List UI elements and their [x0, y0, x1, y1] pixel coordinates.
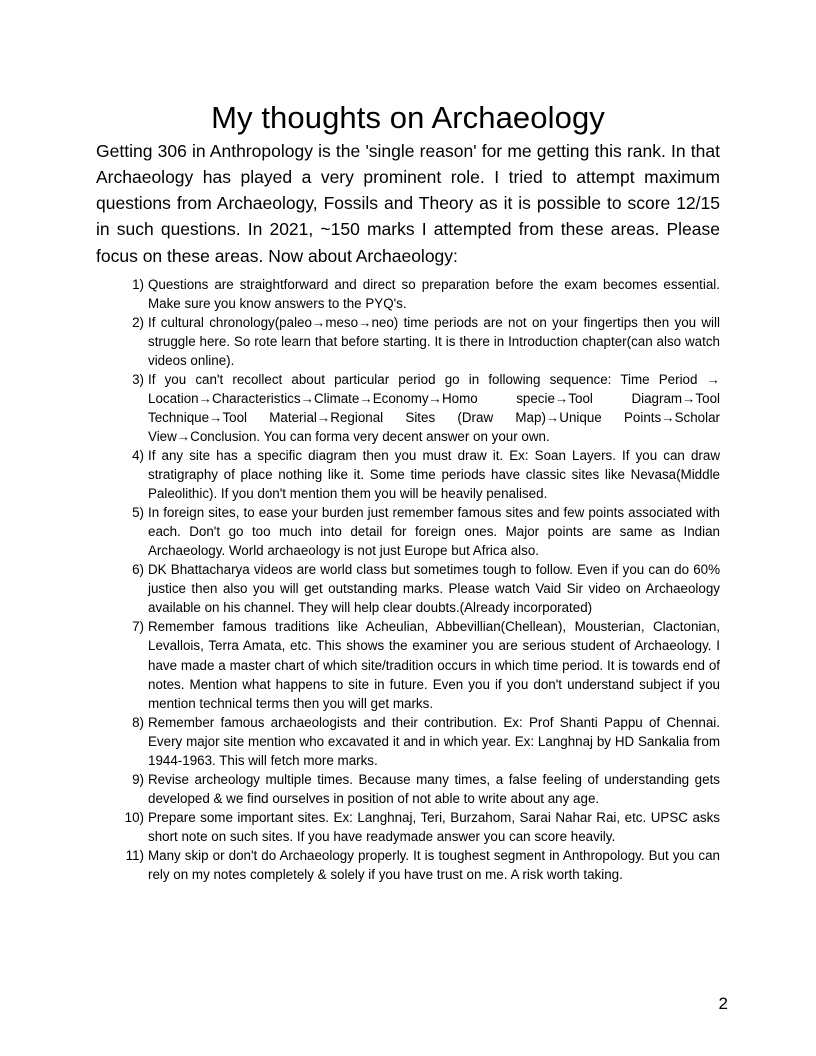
list-item: Many skip or don't do Archaeology properly. It is toughest segment in Anthropology. But you can rely on my notes completely & solely if you have trust on me. A risk worth taking. — [148, 847, 720, 882]
page-number: 2 — [718, 994, 728, 1013]
points-list — [96, 275, 720, 884]
list-item: If any site has a specific diagram then you must draw it. Ex: Soan Layers. If you can draw stratigraphy of place nothing like it. Some time periods have classic sites like Nevasa(Middle Paleolithic). If you don't mention them you will be heavily penalised. — [148, 448, 720, 502]
list-item: Remember famous archaeologists and their contribution. Ex: Prof Shanti Pappu of Chennai. Every major site mention who excavated it and in which year. Ex: Langhnaj by HD Sankalia from 1944-1963. This will fetch more marks. — [148, 714, 720, 768]
page-title: My thoughts on Archaeology — [211, 100, 605, 135]
list-item: If you can't recollect about particular period go in following sequence: Time Period → Location→Characteristics→Climate→Economy→Homo specie→Tool Diagram→Tool Technique→Tool Material→Regional Sites (Draw Map)→Unique Points→Scholar View→Conclusion. You can forma very decent answer on your own. — [148, 372, 720, 445]
list-item: Remember famous traditions like Acheulian, Abbevillian(Chellean), Mousterian, Clactonian, Levallois, Terra Amata, etc. This shows the examiner you are serious student of Archaeology. I have made a master chart of which site/tradition occurs in which time period. It is towards end of notes. Mention what happens to site in future. Even you if you don't understand subject if you mention technical terms then you will get marks. — [148, 619, 720, 711]
list-item: Prepare some important sites. Ex: Langhnaj, Teri, Burzahom, Sarai Nahar Rai, etc. UPSC asks short note on such sites. If you have readymade answer you can score heavily. — [148, 809, 720, 844]
list-item: DK Bhattacharya videos are world class but sometimes tough to follow. Even if you can do 60% justice then also you will get outstanding marks. Please watch Vaid Sir video on Archaeology available on his channel. They will help clear doubts.(Already incorporated) — [148, 562, 720, 616]
intro-paragraph: Getting 306 in Anthropology is the 'single reason' for me getting this rank. In that Archaeology has played a very prominent role. I tried to attempt maximum questions from Archaeology, Fossils and Theory as it is possible to score 12/15 in such questions. In 2021, ~150 marks I attempted from these areas. Please focus on these areas. Now about Archaeology: — [96, 140, 720, 266]
list-item: Questions are straightforward and direct so preparation before the exam becomes essential. Make sure you know answers to the PYQ's. — [148, 276, 720, 311]
list-item: Revise archeology multiple times. Because many times, a false feeling of understanding gets developed & we find ourselves in position of not able to write about any age. — [148, 771, 720, 806]
list-item: In foreign sites, to ease your burden just remember famous sites and few points associated with each. Don't go too much into detail for foreign ones. Major points are same as Indian Archaeology. World archaeology is not just Europe but Africa also. — [148, 505, 720, 559]
list-item: If cultural chronology(paleo→meso→neo) time periods are not on your fingertips then you will struggle here. So rote learn that before starting. It is there in Introduction chapter(can also watch videos online). — [148, 314, 720, 369]
